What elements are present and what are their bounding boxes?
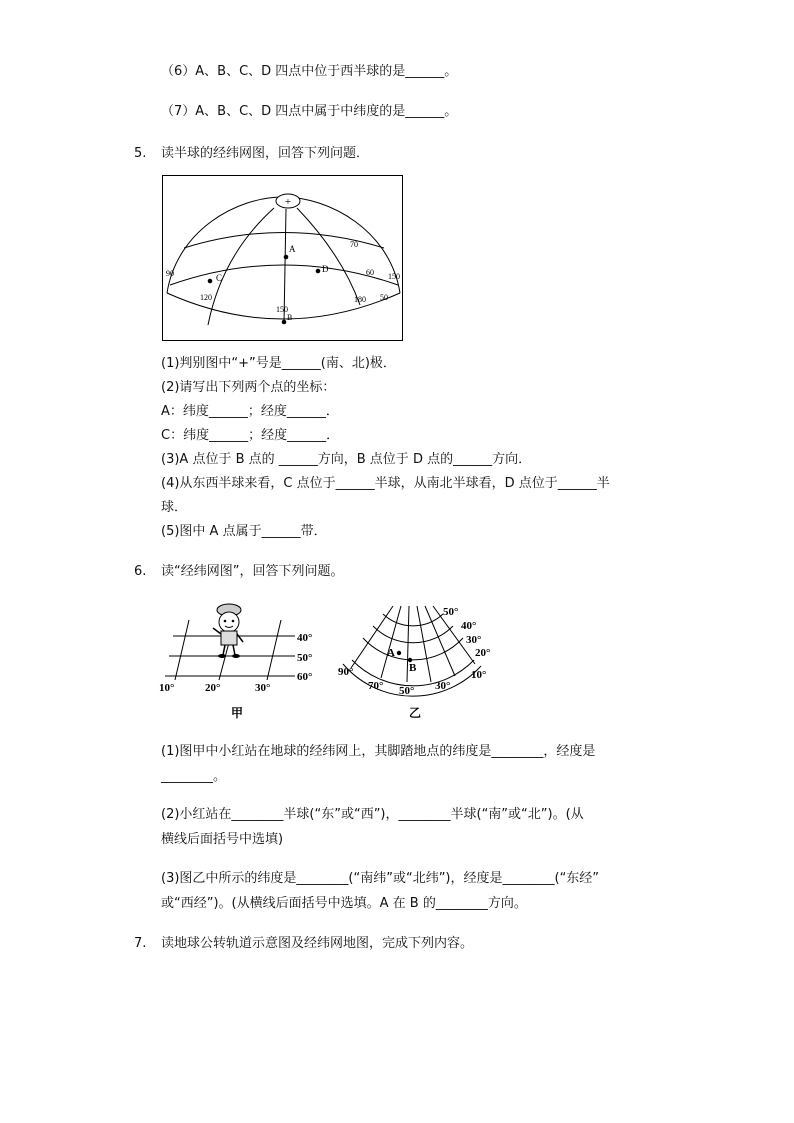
q6-figure-jia xyxy=(155,598,335,723)
q5-hemisphere-figure xyxy=(162,175,404,343)
q5-sub5: (5)图中 A 点属于______带． xyxy=(161,524,327,539)
q5-sub2: (2)请写出下列两个点的坐标： xyxy=(161,380,336,395)
jia-lat-50: 50° xyxy=(297,652,313,664)
q6-sub2a: (2)小红站在________半球(“东”或“西”)，________半球(“南”或“北”)。(从 xyxy=(161,807,584,822)
yi-label-10: 10° xyxy=(471,669,487,681)
yi-label-30-bottom: 30° xyxy=(435,680,451,692)
q5-number: 5. xyxy=(134,146,147,161)
label-50: 50 xyxy=(380,293,388,302)
q6-sub2b: 横线后面括号中选填) xyxy=(161,832,284,847)
pole-mark: + xyxy=(284,196,292,208)
label-150-right: 150 xyxy=(388,272,400,281)
q5-sub2a: A：纬度______；经度______． xyxy=(161,404,339,419)
yi-label-50-top: 50° xyxy=(443,606,459,618)
point-a-dot xyxy=(284,255,289,260)
q5-sub1: (1)判别图中“+”号是______(南、北)极． xyxy=(161,356,396,371)
point-c-dot xyxy=(208,279,213,284)
yi-label-30-right: 30° xyxy=(466,634,482,646)
q6-number: 6. xyxy=(134,564,147,579)
label-150-bottom: 150 xyxy=(276,305,288,314)
jia-caption: 甲 xyxy=(231,706,244,720)
q5-prompt: 读半球的经纬网图，回答下列问题． xyxy=(161,146,370,161)
q6-sub1a: (1)图甲中小红站在地球的经纬网上，其脚踏地点的纬度是________，经度是 xyxy=(161,744,596,759)
label-180: 180 xyxy=(354,295,366,304)
yi-point-a-label: A xyxy=(387,647,395,659)
yi-caption: 乙 xyxy=(409,706,422,720)
point-c-label: C xyxy=(216,273,223,283)
q4-sub7: （7）A、B、C、D 四点中属于中纬度的是______。 xyxy=(161,104,458,119)
point-b-label: B xyxy=(287,313,293,322)
yi-point-b-label: B xyxy=(409,662,417,674)
q7-prompt: 读地球公转轨道示意图及经纬网地图，完成下列内容。 xyxy=(161,936,474,951)
q4-sub6: （6）A、B、C、D 四点中位于西半球的是______。 xyxy=(161,64,458,79)
q6-prompt: 读“经纬网图”，回答下列问题。 xyxy=(161,564,344,579)
jia-lon-20: 20° xyxy=(205,682,221,694)
q5-sub4: (4)从东西半球来看，C 点位于______半球，从南北半球看，D 点位于______半 xyxy=(161,476,610,491)
q7-number: 7. xyxy=(134,936,147,951)
q6-sub3b: 或“西经”)。(从横线后面括号中选填。A 在 B 的________方向。 xyxy=(161,896,527,911)
yi-label-40: 40° xyxy=(461,620,477,632)
label-70: 70 xyxy=(350,240,358,249)
point-b-dot xyxy=(282,320,287,325)
label-90: 90 xyxy=(166,269,174,278)
q6-figure-yi xyxy=(335,598,510,723)
jia-lat-40: 40° xyxy=(297,632,313,644)
yi-label-70: 70° xyxy=(368,680,384,692)
q5-sub3: (3)A 点位于 B 点的 ______方向，B 点位于 D 点的______方向． xyxy=(161,452,532,467)
point-d-label: D xyxy=(322,264,329,274)
yi-label-50-bottom: 50° xyxy=(399,685,415,697)
yi-point-a-dot xyxy=(397,651,401,655)
yi-label-20: 20° xyxy=(475,647,491,659)
label-120: 120 xyxy=(200,293,212,302)
label-60: 60 xyxy=(366,268,374,277)
q5-sub4b: 球． xyxy=(161,500,188,515)
jia-lat-60: 60° xyxy=(297,671,313,683)
girl-figure-icon xyxy=(213,604,243,658)
yi-label-90: 90° xyxy=(338,666,354,678)
q6-sub1b: ________。 xyxy=(161,769,227,784)
jia-lon-10: 10° xyxy=(159,682,175,694)
point-a-label: A xyxy=(289,244,296,254)
q5-sub2c: C：纬度______；经度______． xyxy=(161,428,340,443)
point-d-dot xyxy=(316,269,321,274)
q6-sub3a: (3)图乙中所示的纬度是________(“南纬”或“北纬”)，经度是________(“东经” xyxy=(161,871,600,886)
jia-lon-30: 30° xyxy=(255,682,271,694)
